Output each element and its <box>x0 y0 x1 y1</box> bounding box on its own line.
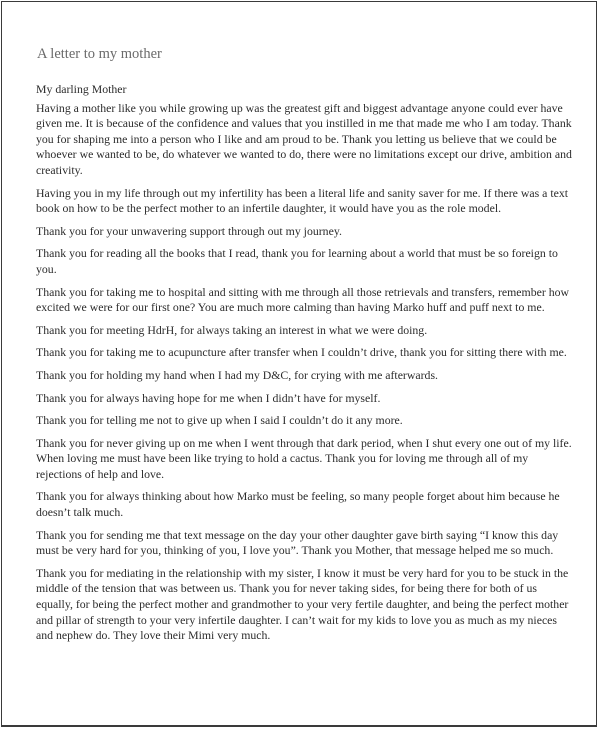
letter-paragraph-2: Having you in my life through out my infertility has been a literal life and sanity saver for me. If there was a text book on how to be the perfect mother to an infertile daughter, it would have you as the role model. <box>36 185 569 216</box>
letter-paragraph-13: Thank you for sending me that text message on the day your other daughter gave birth saying “I know this day must be very hard for you, thinking of you, I love you”. Thank you Mother, that message helped me so much. <box>36 527 559 558</box>
letter-paragraph-6: Thank you for meeting HdrH, for always taking an interest in what we were doing. <box>36 322 428 337</box>
letter-paragraph-14: Thank you for mediating in the relationship with my sister, I know it must be very hard for you to be stuck in the middle of the tension that was between us. Thank you for never taking sides, for being there for both of us equally, for being the perfect mother and grandmother to your very fertile daughter, and being the perfect mother and pillar of strength to your very infertile daughter. I can’t wait for my kids to love you as much as my nieces and nephew do. They love their Mimi very much. <box>36 565 569 643</box>
letter-paragraph-5: Thank you for taking me to hospital and sitting with me through all those retrievals and transfers, remember how excited we were for our first one? You are much more calming than having Marko huff and puff next to me. <box>36 284 570 315</box>
letter-paragraph-8: Thank you for holding my hand when I had my D&C, for crying with me afterwards. <box>36 367 438 382</box>
letter-paragraph-12: Thank you for always thinking about how Marko must be feeling, so many people forget about him because he doesn’t talk much. <box>36 489 560 520</box>
letter-body <box>36 82 572 651</box>
letter-paragraph-10: Thank you for telling me not to give up when I said I couldn’t do it any more. <box>36 413 403 428</box>
letter-paragraph-3: Thank you for your unwavering support through out my journey. <box>36 223 342 238</box>
document-page <box>1 1 597 727</box>
letter-paragraph-9: Thank you for always having hope for me when I didn’t have for myself. <box>36 390 381 405</box>
letter-paragraph-1: Having a mother like you while growing up was the greatest gift and biggest advantage anyone could ever have given me. It is because of the confidence and values that you instilled in me that made me who I am today. Thank you for shaping me into a person who I like and am proud to be. Thank you letting us believe that we could be whoever we wanted to be, do whatever we wanted to do, there were no limitations except our drive, ambition and creativity. <box>36 100 572 177</box>
letter-paragraph-11: Thank you for never giving up on me when I went through that dark period, when I shut every one out of my life. When loving me must have been like trying to hold a cactus. Thank you for loving me through all of my rejections of help and love. <box>36 435 572 481</box>
letter-paragraph-4: Thank you for reading all the books that I read, thank you for learning about a world that must be so foreign to you. <box>36 246 558 276</box>
letter-greeting: My darling Mother <box>36 82 127 96</box>
document-title: A letter to my mother <box>37 46 162 62</box>
letter-paragraph-7: Thank you for taking me to acupuncture after transfer when I couldn’t drive, thank you for sitting there with me. <box>36 345 567 360</box>
